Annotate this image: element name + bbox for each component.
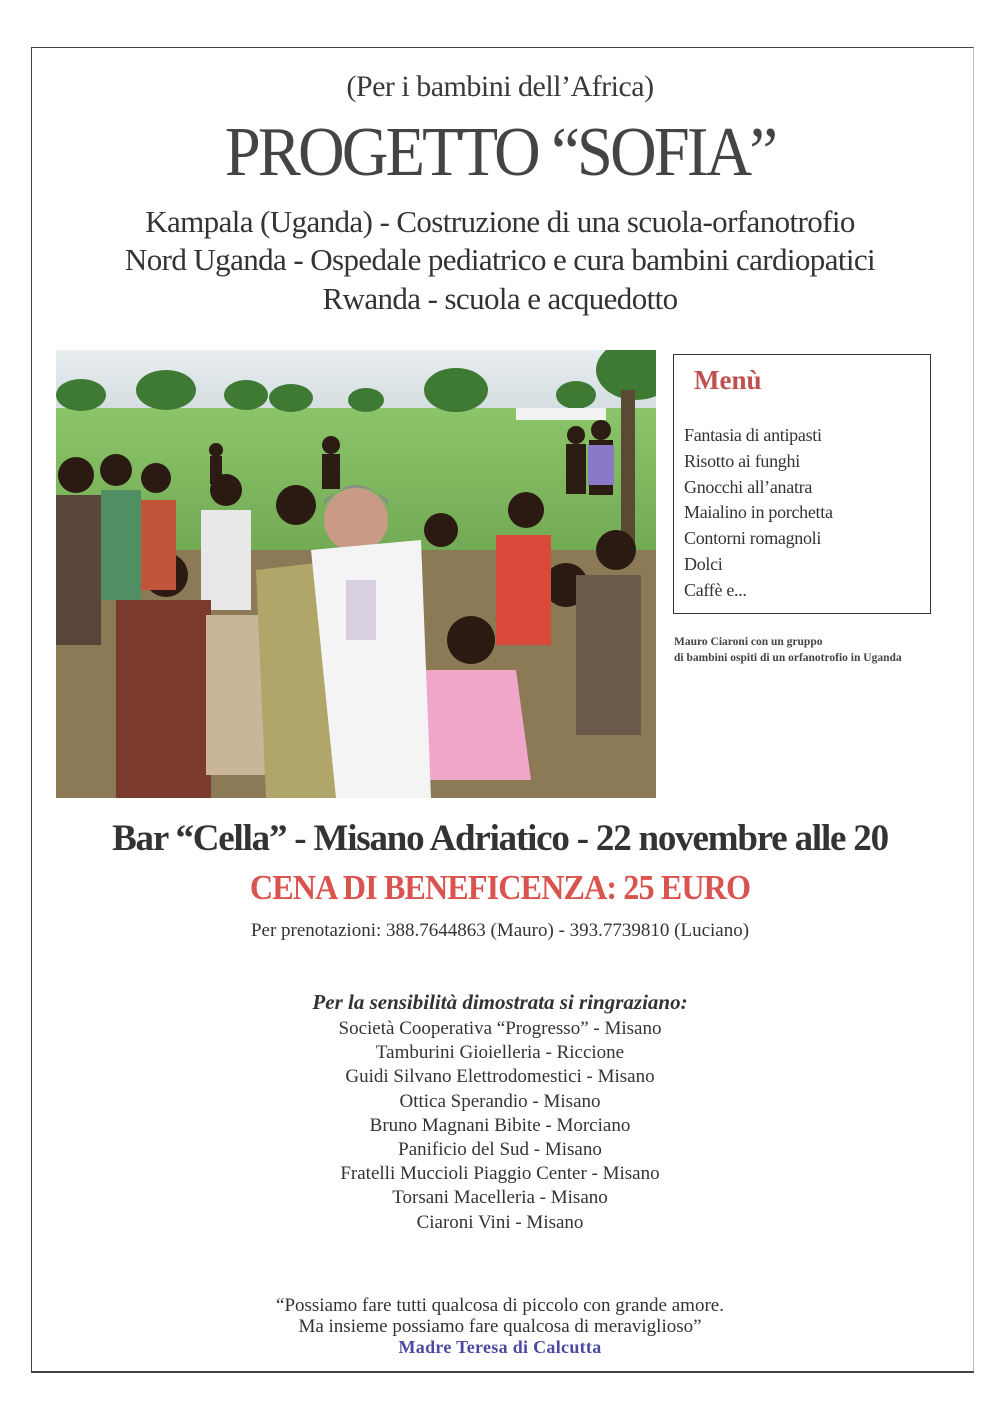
photo-caption-line-1: Mauro Ciaroni con un gruppo bbox=[674, 636, 823, 648]
menu-list bbox=[684, 423, 833, 604]
sponsor-item: Tamburini Gioielleria - Riccione bbox=[375, 1042, 625, 1064]
quote-line-2: Ma insieme possiamo fare qualcosa di meraviglioso” bbox=[298, 1316, 702, 1337]
quote-line-1: “Possiamo fare tutti qualcosa di piccolo con grande amore. bbox=[276, 1295, 724, 1316]
group-photo bbox=[56, 350, 656, 798]
menu-item: Risotto ai funghi bbox=[684, 450, 800, 471]
menu-title: Menù bbox=[694, 365, 762, 395]
charity-dinner-price: CENA DI BENEFICENZA: 25 EURO bbox=[249, 868, 751, 907]
sponsor-item: Guidi Silvano Elettrodomestici - Misano bbox=[345, 1066, 655, 1088]
event-location-date: Bar “Cella” - Misano Adriatico - 22 novembre alle 20 bbox=[112, 818, 888, 859]
flyer-title: PROGETTO “SOFIA” bbox=[224, 114, 776, 191]
photo-caption-line-2: di bambini ospiti di un orfanotrofio in Uganda bbox=[674, 652, 902, 664]
reservation-phones: Per prenotazioni: 388.7644863 (Mauro) - 393.7739810 (Luciano) bbox=[250, 920, 750, 941]
menu-item: Dolci bbox=[684, 553, 723, 574]
thanks-heading: Per la sensibilità dimostrata si ringraziano: bbox=[312, 990, 688, 1014]
menu-item: Caffè e... bbox=[684, 579, 747, 600]
sponsor-item: Bruno Magnani Bibite - Morciano bbox=[369, 1114, 631, 1136]
project-line-2: Nord Uganda - Ospedale pediatrico e cura bambini cardiopatici bbox=[124, 242, 876, 277]
sponsor-list bbox=[0, 1017, 1000, 1235]
menu-item: Maialino in porchetta bbox=[684, 502, 833, 523]
photo-caption bbox=[674, 634, 974, 666]
project-line-3: Rwanda - scuola e acquedotto bbox=[322, 281, 678, 316]
quote-author: Madre Teresa di Calcutta bbox=[398, 1337, 602, 1357]
menu-item: Gnocchi all’anatra bbox=[684, 476, 813, 497]
sponsor-item: Ciaroni Vini - Misano bbox=[416, 1211, 584, 1233]
project-line-1: Kampala (Uganda) - Costruzione di una scuola-orfanotrofio bbox=[145, 204, 855, 239]
sponsor-item: Panificio del Sud - Misano bbox=[398, 1139, 602, 1161]
sponsor-item: Fratelli Muccioli Piaggio Center - Misano bbox=[340, 1163, 660, 1185]
sponsor-item: Ottica Sperandio - Misano bbox=[399, 1090, 601, 1112]
menu-item: Fantasia di antipasti bbox=[684, 425, 822, 445]
sponsor-item: Società Cooperativa “Progresso” - Misano bbox=[338, 1018, 662, 1039]
flyer-subtitle: (Per i bambini dell’Africa) bbox=[346, 70, 654, 103]
menu-item: Contorni romagnoli bbox=[684, 528, 822, 549]
page-border-bottom bbox=[31, 1371, 974, 1373]
sponsor-item: Torsani Macelleria - Misano bbox=[392, 1187, 608, 1209]
menu-box bbox=[673, 354, 931, 614]
group-photo-illustration bbox=[56, 350, 656, 798]
